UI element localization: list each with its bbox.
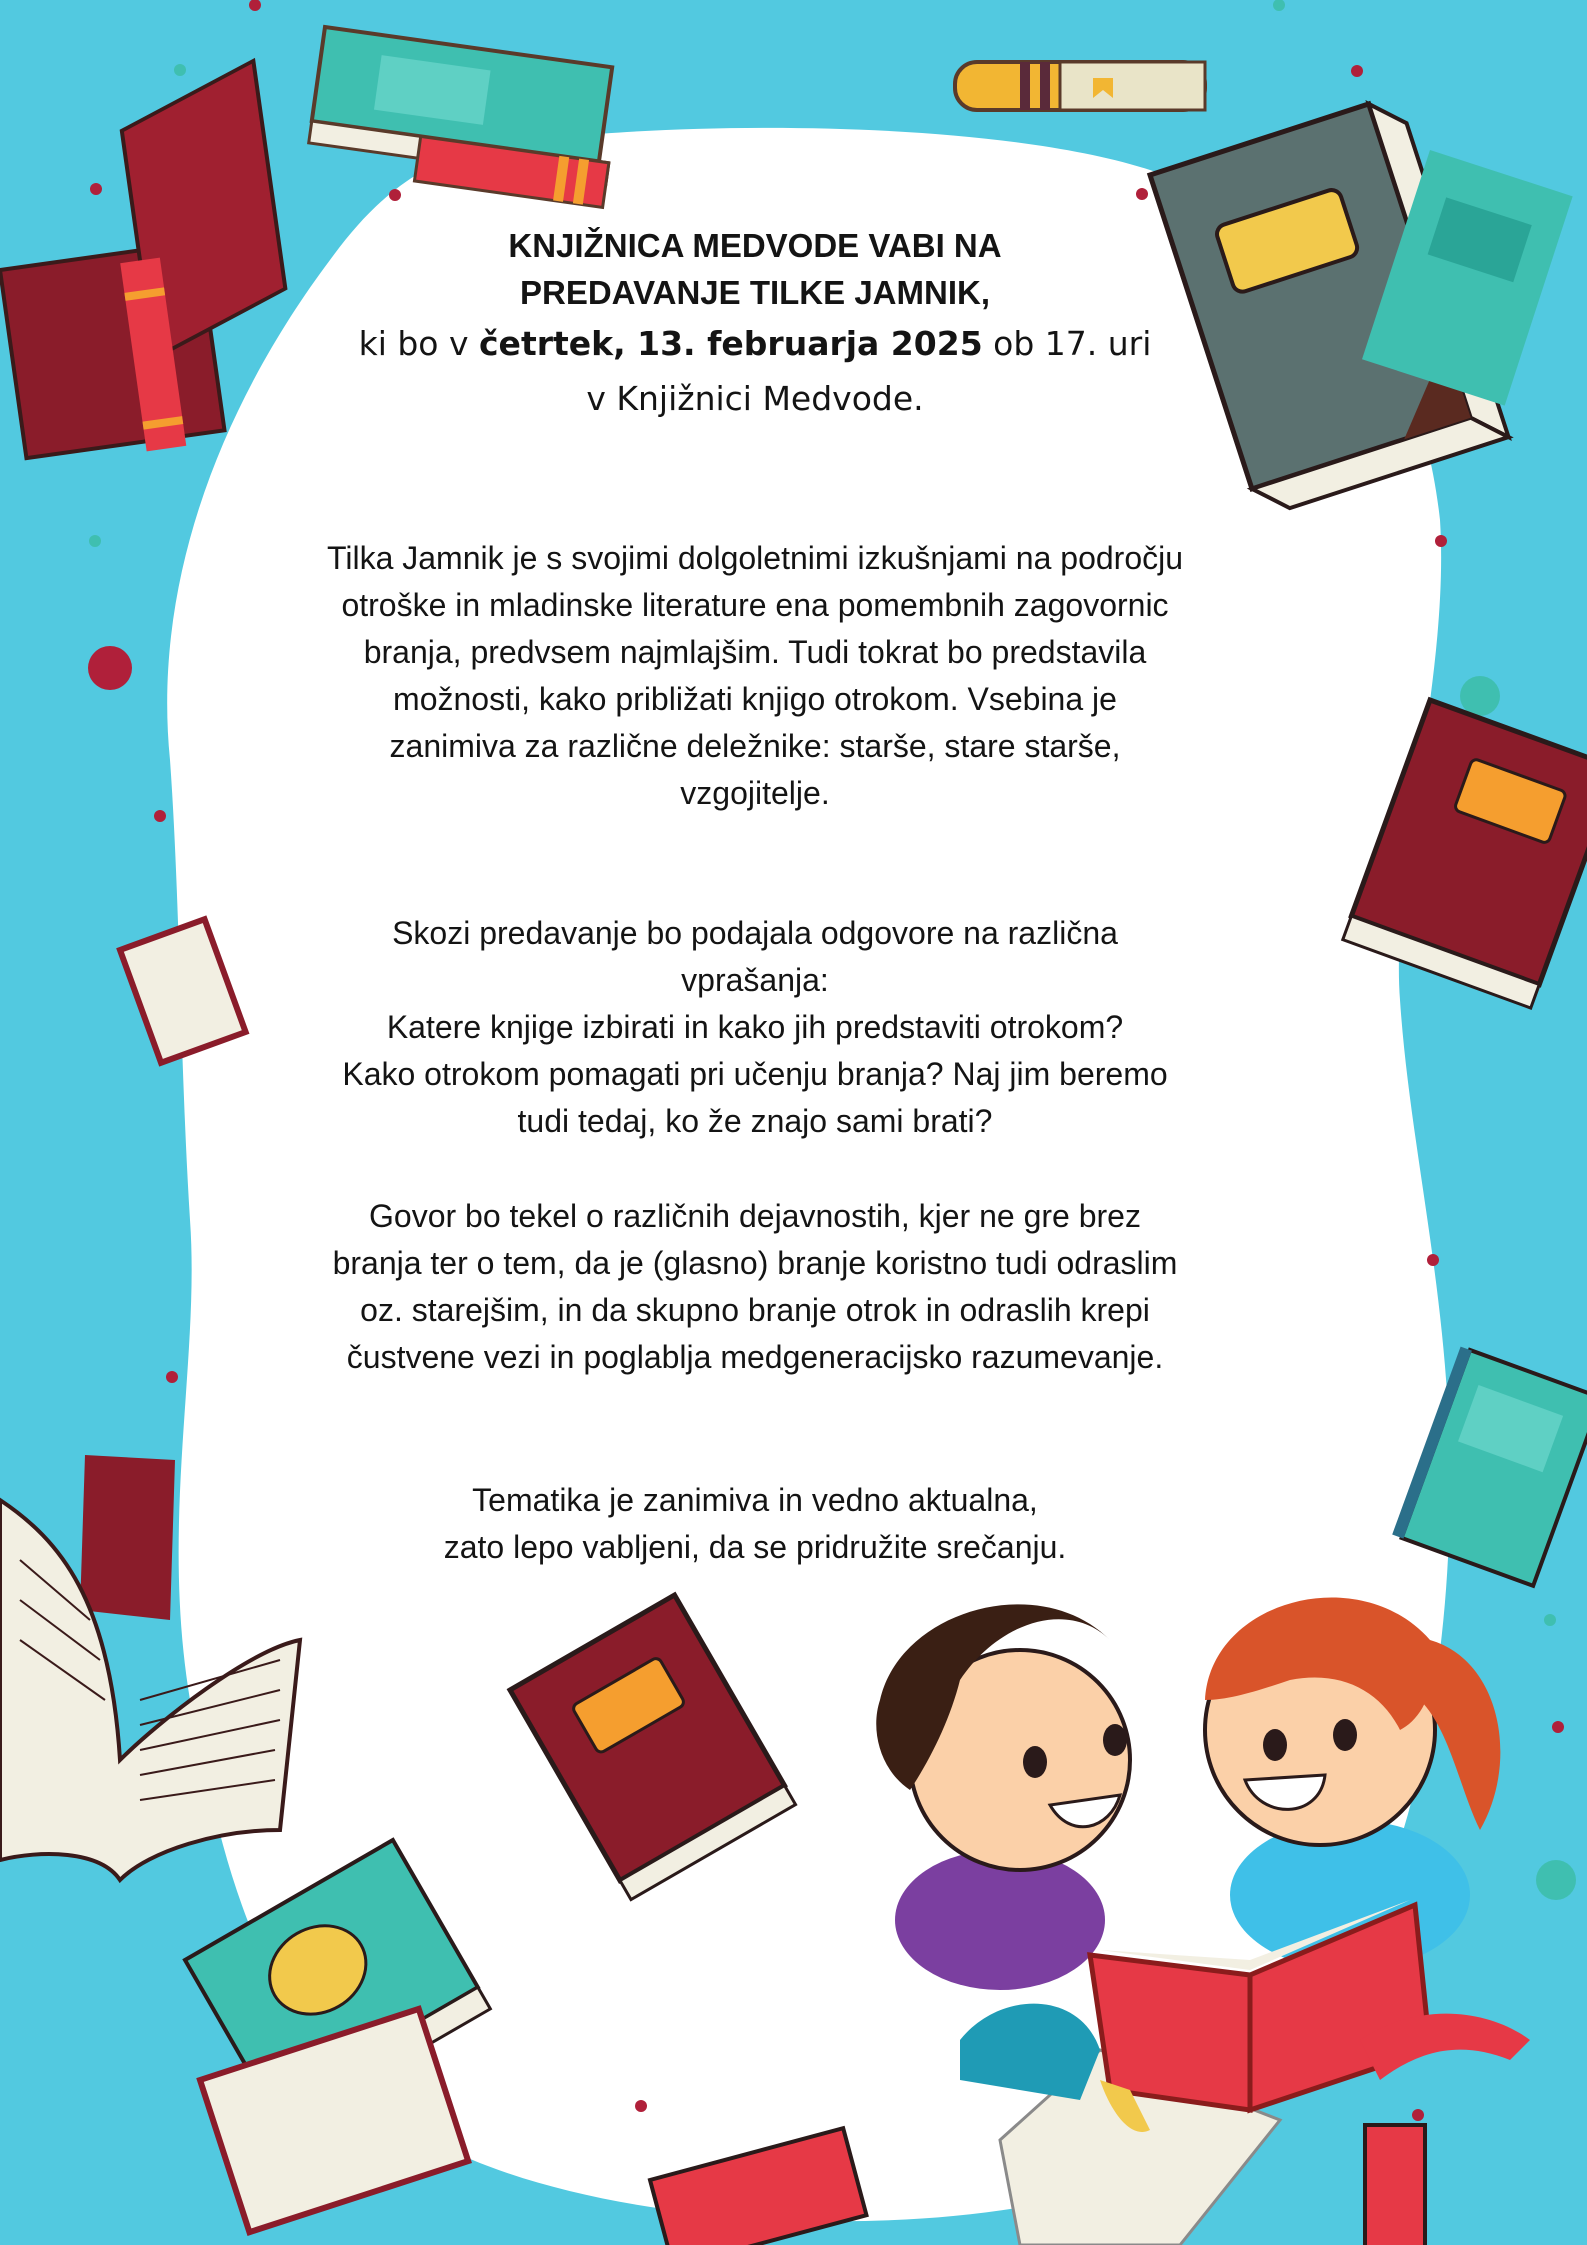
text-line: oz. starejšim, in da skupno branje otrok in odraslih krepi xyxy=(360,1292,1150,1328)
event-date-prefix: ki bo v xyxy=(358,324,479,363)
text-line: tudi tedaj, ko že znajo sami brati? xyxy=(517,1103,993,1139)
event-heading xyxy=(280,222,1230,426)
paragraph-intro xyxy=(280,535,1230,817)
event-location: v Knjižnici Medvode. xyxy=(586,379,924,418)
text-line: Tilka Jamnik je s svojimi dolgoletnimi izkušnjami na področju xyxy=(326,540,1184,576)
paragraph-topics xyxy=(280,1193,1230,1381)
text-line: otroške in mladinske literature ena pomembnih zagovornic xyxy=(341,587,1169,623)
text-line: možnosti, kako približati knjigo otrokom. Vsebina je xyxy=(393,681,1117,717)
text-line: branja ter o tem, da je (glasno) branje koristno tudi odraslim xyxy=(332,1245,1178,1281)
text-line: Govor bo tekel o različnih dejavnostih, kjer ne gre brez xyxy=(369,1198,1141,1234)
text-line: vzgojitelje. xyxy=(680,775,830,811)
text-line: zanimiva za različne deležnike: starše, stare starše, xyxy=(389,728,1121,764)
text-line: Kako otrokom pomagati pri učenju branja? Naj jim beremo xyxy=(342,1056,1168,1092)
paragraph-questions xyxy=(280,910,1230,1145)
book-icon xyxy=(306,27,623,207)
event-time: ob 17. uri xyxy=(982,324,1152,363)
text-line: čustvene vezi in poglablja medgeneracijsko razumevanje. xyxy=(346,1339,1164,1375)
heading-line-1: KNJIŽNICA MEDVODE VABI NA xyxy=(508,227,1002,264)
text-line: Tematika je zanimiva in vedno aktualna, xyxy=(472,1482,1038,1518)
book-icon xyxy=(955,62,1205,110)
event-date-line xyxy=(280,316,1230,371)
book-icon xyxy=(1365,2125,1425,2245)
text-line: vprašanja: xyxy=(681,962,829,998)
text-line: Katere knjige izbirati in kako jih predstaviti otrokom? xyxy=(386,1009,1124,1045)
text-line: zato lepo vabljeni, da se pridružite srečanju. xyxy=(443,1529,1067,1565)
text-line: Skozi predavanje bo podajala odgovore na različna xyxy=(392,915,1118,951)
paragraph-invitation xyxy=(280,1477,1230,1571)
event-date: četrtek, 13. februarja 2025 xyxy=(479,324,983,363)
heading-line-2: PREDAVANJE TILKE JAMNIK, xyxy=(520,274,990,311)
text-line: branja, predvsem najmlajšim. Tudi tokrat bo predstavila xyxy=(363,634,1147,670)
